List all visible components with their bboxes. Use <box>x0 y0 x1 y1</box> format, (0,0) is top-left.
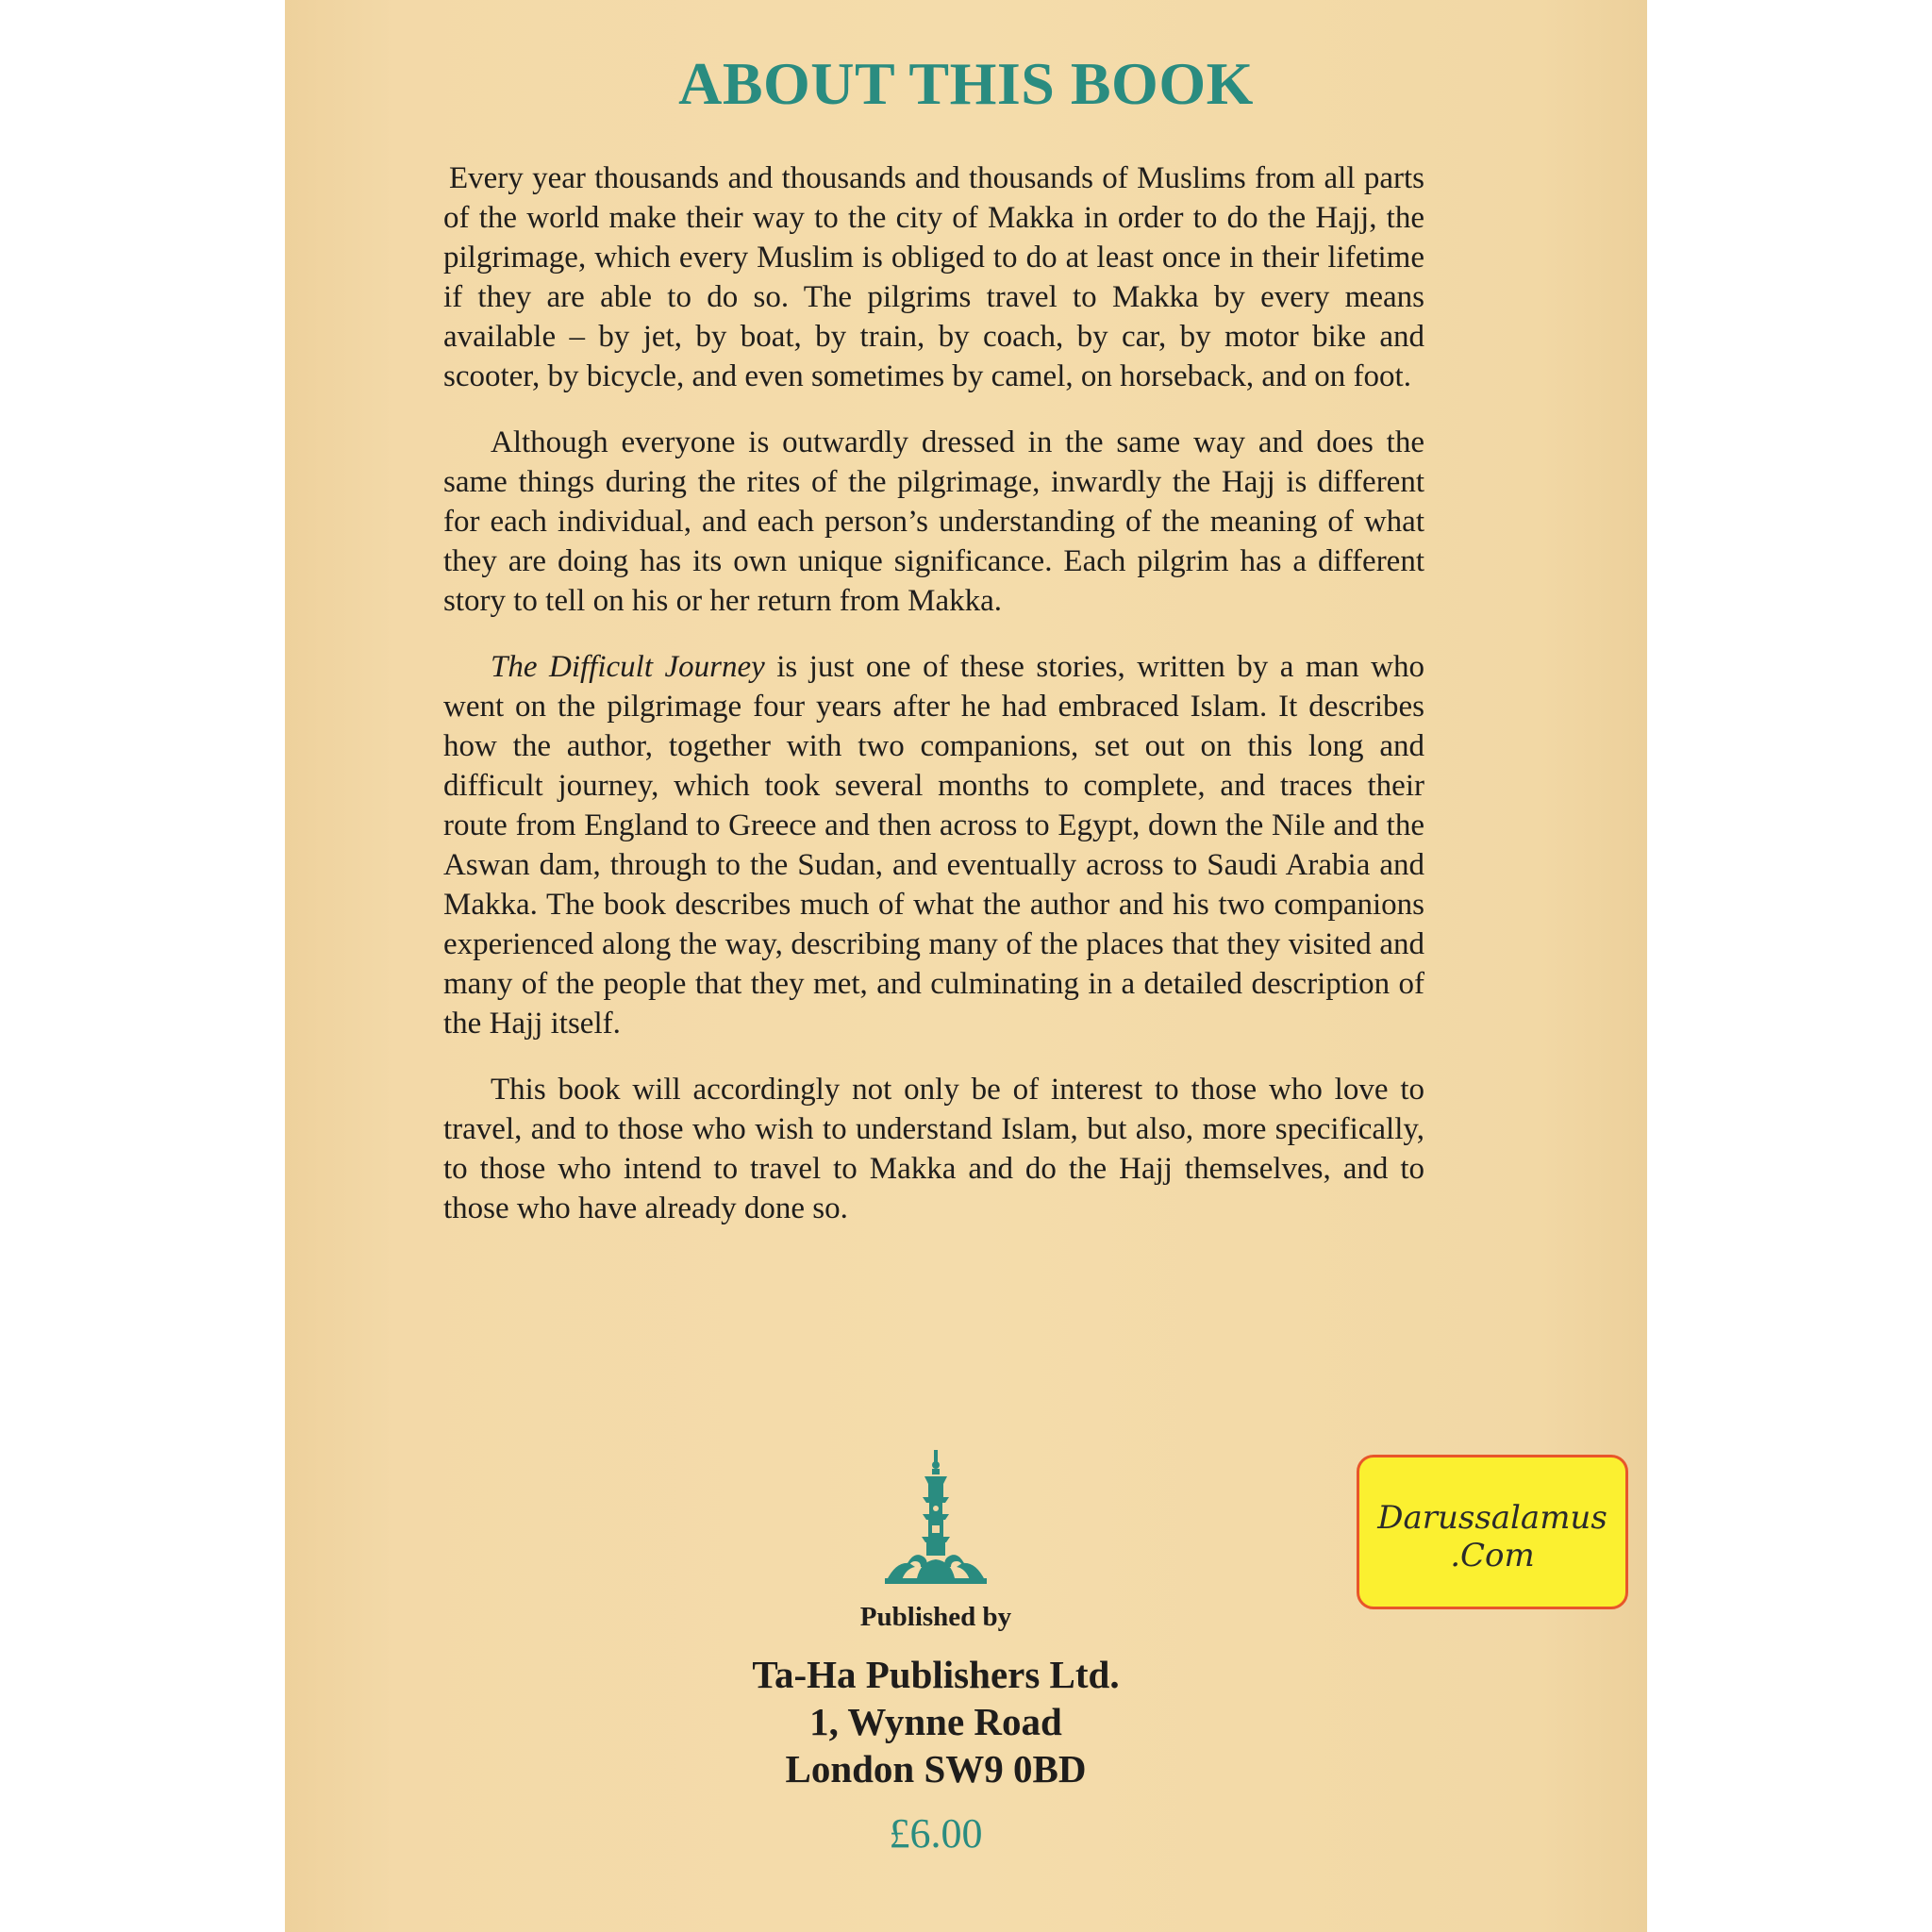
book-title-italic: The Difficult Journey <box>491 650 765 684</box>
publisher-street: 1, Wynne Road <box>809 1700 1062 1743</box>
price-label: £6.00 <box>889 1810 983 1857</box>
published-by-label: Published by <box>859 1602 1012 1632</box>
paragraph-journey <box>443 647 1424 1043</box>
minaret-logo-icon <box>879 1448 992 1594</box>
website-watermark-badge <box>1357 1455 1628 1609</box>
book-back-cover <box>285 0 1647 1932</box>
paragraph-intro: Every year thousands and thousands and thousands of Muslims from all parts of the world make their way to the city of Makka in order to do the Hajj, the pilgrimage, which every Muslim is obliged to do at least once in their lifetime if they are able to do so. The pilgrims travel to Makka by every means available – by jet, by boat, by train, by coach, by car, by motor bike and scooter, by bicycle, and even sometimes by camel, on horseback, and on foot. <box>443 161 1424 393</box>
paragraph-audience: This book will accordingly not only be of interest to those who love to travel, and to those who wish to understand Islam, but also, more specifically, to those who intend to travel to Makka and do the Hajj themselves, and to those who have already done so. <box>443 1073 1424 1225</box>
book-description <box>443 158 1424 1255</box>
publisher-city: London SW9 0BD <box>785 1747 1087 1790</box>
publisher-address <box>285 1651 1587 1792</box>
paragraph-pilgrims: Although everyone is outwardly dressed in the same way and does the same things during the rites of the pilgrimage, inwardly the Hajj is different for each individual, and each person’s understanding of the meaning of what they are doing has its own unique significance. Each pilgrim has a different story to tell on his or her return from Makka. <box>443 425 1424 618</box>
page-title: ABOUT THIS BOOK <box>678 50 1254 117</box>
publisher-name: Ta-Ha Publishers Ltd. <box>752 1653 1120 1696</box>
paragraph-journey-text: is just one of these stories, written by a man who went on the pilgrimage four years after he had embraced Islam. It describes how the author, together with two companions, set out on this long and difficult journey, which took several months to complete, and traces their route from England to Greece and then across to Egypt, down the Nile and the Aswan dam, through to the Sudan, and eventually across to Saudi Arabia and Makka. The book describes much of what the author and his two companions experienced along the way, describing many of the places that they visited and many of the people that they met, and culminating in a detailed description of the Hajj itself. <box>443 650 1424 1041</box>
watermark-line-1: Darussalamus <box>1377 1499 1607 1537</box>
watermark-line-2: .Com <box>1450 1537 1535 1574</box>
